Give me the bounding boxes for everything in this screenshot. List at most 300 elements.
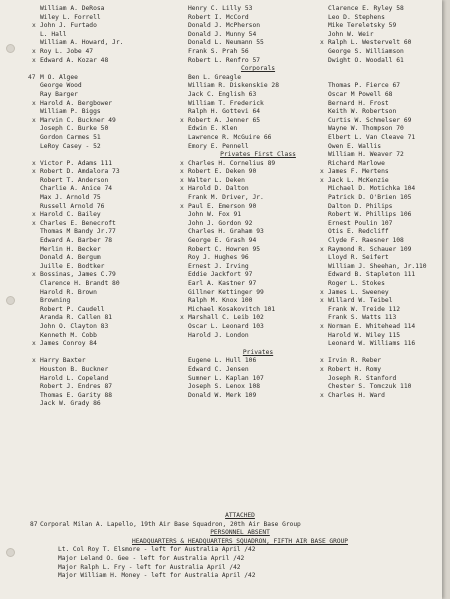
roster-column-left xyxy=(28,5,180,409)
roster-entry xyxy=(188,237,328,246)
member-name: James Conroy 84 xyxy=(40,340,97,348)
rank-heading xyxy=(188,65,328,74)
roster-entry xyxy=(180,202,328,212)
roster-entry xyxy=(188,57,328,66)
roster-entry xyxy=(188,14,328,23)
member-name: William P. Biggs xyxy=(40,108,101,116)
attached-and-absent-section xyxy=(30,512,440,581)
member-name: George Wood xyxy=(40,82,82,90)
member-name: Wayne W. Thompson 70 xyxy=(328,125,404,133)
absent-entry: Major Leland O. Gee - left for Australia April /42 xyxy=(58,554,245,562)
member-name: Roy L. Jobe 47 xyxy=(40,47,94,55)
roster-entry xyxy=(188,323,328,332)
roster-entry xyxy=(320,176,440,186)
roster-entry xyxy=(180,314,328,323)
roster-entry xyxy=(188,271,328,280)
member-name: Robert W. Phillips 106 xyxy=(328,211,412,219)
member-name: William A. Howard, Jr. xyxy=(40,39,124,47)
roster-entry xyxy=(188,289,328,298)
member-name: Lawrence R. McGuire 66 xyxy=(188,133,272,141)
personnel-absent-heading: PERSONNEL ABSENT xyxy=(210,529,270,537)
member-name: Robert L. Renfro 57 xyxy=(188,56,261,64)
member-name: Ralph L. Westervelt 60 xyxy=(328,39,412,47)
roster-entry xyxy=(188,392,328,401)
roster-entry xyxy=(328,280,440,289)
member-name: Eddie Jackfort 97 xyxy=(188,271,253,279)
roster-entry xyxy=(328,220,440,229)
margin-mark: x xyxy=(32,47,36,55)
roster-entry xyxy=(320,365,440,375)
attached-entry-text: Corporal Milan A. Lapello, 19th Air Base Squadron, 20th Air Base Group xyxy=(40,520,301,528)
member-name: Max J. Arnold 75 xyxy=(40,194,101,202)
roster-entry xyxy=(320,391,440,401)
roster-entry xyxy=(188,254,328,263)
roster-entry xyxy=(188,74,328,83)
member-name: Lloyd R. Seifert xyxy=(328,254,389,262)
member-name: Dalton D. Philips xyxy=(328,202,393,210)
roster-entry xyxy=(328,57,440,66)
member-name: Robert E. Deken 90 xyxy=(188,168,257,176)
roster-entry xyxy=(32,116,180,126)
roster-entry xyxy=(328,228,440,237)
binder-hole xyxy=(6,44,15,53)
member-name: Sumner L. Kaplan 107 xyxy=(188,374,264,382)
member-name: Gordon Carmes 51 xyxy=(40,133,101,141)
member-name: Michael D. Motichka 104 xyxy=(328,185,416,193)
member-name: Elbert L. Van Cleave 71 xyxy=(328,133,416,141)
roster-entry xyxy=(328,5,440,14)
roster-entry xyxy=(188,48,328,57)
rank-heading-text: Privates xyxy=(242,348,274,356)
member-name: James L. Sweeney xyxy=(328,288,389,296)
margin-mark: x xyxy=(180,168,184,176)
roster-column-middle xyxy=(180,5,328,400)
roster-entry xyxy=(328,82,440,91)
member-name: Clarence E. Ryley 58 xyxy=(328,5,404,12)
member-name: Patrick D. O'Brien 105 xyxy=(328,194,412,202)
roster-entry xyxy=(40,151,180,160)
roster-entry xyxy=(40,14,180,23)
roster-entry xyxy=(328,271,440,280)
member-name: Bernard H. Frost xyxy=(328,99,389,107)
roster-entry xyxy=(328,314,440,323)
roster-entry xyxy=(180,185,328,194)
member-name: Otis E. Redcliff xyxy=(328,228,389,236)
roster-entry xyxy=(188,297,328,306)
roster-entry xyxy=(40,143,180,152)
member-name: Earl A. Kastner 97 xyxy=(188,280,257,287)
margin-mark: x xyxy=(32,159,36,167)
member-name: Michael Kosakovitch 101 xyxy=(188,305,276,313)
margin-mark: x xyxy=(320,288,324,296)
member-name: Roger L. Stokes xyxy=(328,280,385,287)
member-name: Edward C. Jensen xyxy=(188,365,249,373)
rank-heading xyxy=(188,151,328,160)
roster-entry xyxy=(328,340,440,349)
member-name: Donald L. Neumann 55 xyxy=(188,39,264,47)
roster-entry xyxy=(40,125,180,134)
roster-entry xyxy=(188,357,328,366)
roster-entry xyxy=(40,332,180,341)
handwritten-number: 87 xyxy=(30,520,38,528)
member-name: Joseph R. Stanford xyxy=(328,374,397,382)
roster-entry xyxy=(328,306,440,315)
margin-mark: x xyxy=(32,168,36,176)
member-name: Ernest Poulin 107 xyxy=(328,219,393,227)
roster-entry xyxy=(40,65,180,74)
member-name: Robert P. Caudell xyxy=(40,305,105,313)
roster-entry xyxy=(32,159,180,169)
roster-entry xyxy=(188,375,328,384)
binder-holes xyxy=(6,0,14,599)
member-name: Clarence H. Brandt 80 xyxy=(40,280,120,287)
member-name: Charlie A. Anice 74 xyxy=(40,185,113,193)
member-name: Russell Arnold 76 xyxy=(40,202,105,210)
roster-entry xyxy=(188,306,328,315)
margin-mark: x xyxy=(32,219,36,227)
member-name: Robert J. Endres 87 xyxy=(40,383,113,391)
member-name: Donald A. Bergum xyxy=(40,254,101,262)
roster-entry xyxy=(40,31,180,40)
member-name: Eugene L. Hull 106 xyxy=(188,357,257,365)
roster-entry xyxy=(328,211,440,220)
member-name: Charles H. Graham 93 xyxy=(188,228,264,236)
member-name: Richard Marlowe xyxy=(328,159,385,167)
member-name: Harold J. London xyxy=(188,331,249,339)
roster-entry xyxy=(180,176,328,186)
roster-entry xyxy=(28,73,180,83)
member-name: Harold C. Bailey xyxy=(40,211,101,219)
member-name: Marvin C. Buckner 49 xyxy=(40,116,116,124)
roster-entry xyxy=(328,203,440,212)
roster-entry xyxy=(320,357,440,366)
member-name: Henry C. Lilly 53 xyxy=(188,5,253,12)
margin-mark: x xyxy=(32,99,36,107)
member-name: Gillner Kettinger 99 xyxy=(188,288,264,296)
roster-entry xyxy=(188,263,328,272)
roster-entry xyxy=(40,383,180,392)
roster-entry xyxy=(40,314,180,323)
member-name: Harry Baxter xyxy=(40,357,86,365)
member-name: LeRoy Casey - 52 xyxy=(40,142,101,150)
margin-mark: x xyxy=(32,22,36,30)
roster-entry xyxy=(40,366,180,375)
member-name: Charles E. Benecroft xyxy=(40,219,116,227)
roster-entry xyxy=(188,39,328,48)
roster-entry xyxy=(40,280,180,289)
member-name: Leonard W. Williams 116 xyxy=(328,340,416,348)
member-name: Mike Tereletsky 59 xyxy=(328,22,397,30)
member-name: Raymond R. Schauer 109 xyxy=(328,245,412,253)
absent-entry: Major William H. Money - left for Australia April /42 xyxy=(58,572,256,580)
member-name: Thomas P. Fierce 67 xyxy=(328,82,401,90)
roster-entry xyxy=(32,168,180,177)
member-name: Willard W. Teibel xyxy=(328,297,393,305)
member-name: John W. Fox 91 xyxy=(188,211,242,219)
roster-entry xyxy=(40,134,180,143)
margin-mark: x xyxy=(320,322,324,330)
margin-mark: x xyxy=(320,357,324,365)
member-name: Harold L. Copeland xyxy=(40,374,109,382)
margin-mark: x xyxy=(180,185,184,193)
member-name: Harold W. Wiley 115 xyxy=(328,331,401,339)
member-name: Harold D. Dalton xyxy=(188,185,249,193)
member-name: Marshall C. Leib 102 xyxy=(188,314,264,322)
roster-entry xyxy=(40,39,180,48)
roster-entry xyxy=(188,340,328,349)
member-name: Clyde F. Raesner 108 xyxy=(328,237,404,245)
member-name: Robert D. Amdalora 73 xyxy=(40,168,120,176)
roster-entry xyxy=(328,383,440,392)
roster-entry xyxy=(188,220,328,229)
roster-entry xyxy=(320,288,440,298)
roster-entry xyxy=(40,289,180,298)
member-name: Edward B. Stapleton 111 xyxy=(328,271,416,279)
member-name: Browning xyxy=(40,297,71,305)
member-name: Irvin R. Reber xyxy=(328,357,382,365)
roster-entry xyxy=(188,5,328,14)
member-name: Frank W. Treide 112 xyxy=(328,305,401,313)
roster-entry xyxy=(188,31,328,40)
member-name: Dwight O. Woodall 61 xyxy=(328,56,404,64)
roster-entry xyxy=(188,246,328,255)
member-name: Robert C. Howren 95 xyxy=(188,245,261,253)
roster-entry xyxy=(32,99,180,109)
roster-entry xyxy=(188,100,328,109)
roster-entry xyxy=(40,392,180,401)
margin-mark: x xyxy=(180,116,184,124)
member-name: Ben L. Greagle xyxy=(188,73,242,81)
member-name: Jack L. McKenzie xyxy=(328,176,389,184)
member-name: Ernest J. Irving xyxy=(188,262,249,270)
roster-entry xyxy=(40,203,180,212)
roster-entry xyxy=(40,400,180,409)
roster-entry xyxy=(328,14,440,23)
roster-entry xyxy=(40,306,180,315)
roster-entry xyxy=(188,366,328,375)
roster-entry xyxy=(328,143,440,152)
roster-entry xyxy=(188,143,328,152)
member-name: Curtis W. Schmelser 69 xyxy=(328,116,412,124)
roster-entry xyxy=(40,323,180,332)
member-name: Houston B. Buckner xyxy=(40,365,109,373)
roster-entry xyxy=(40,349,180,358)
absent-entry: Lt. Col Roy T. Elsmore - left for Australia April /42 xyxy=(58,546,256,554)
member-name: Robert T. Anderson xyxy=(40,176,109,184)
roster-entry xyxy=(328,91,440,100)
roster-entry xyxy=(188,228,328,237)
margin-mark: x xyxy=(320,365,324,373)
margin-mark: x xyxy=(180,202,184,210)
roster-entry xyxy=(180,168,328,177)
member-name: Harold A. Bergbower xyxy=(40,99,113,107)
roster-entry xyxy=(40,237,180,246)
member-name: Victor P. Adams 111 xyxy=(40,159,113,167)
member-name: Robert I. McCord xyxy=(188,13,249,21)
member-name: Merlin H. Becker xyxy=(40,245,101,253)
roster-entry xyxy=(40,375,180,384)
member-name: John W. Weir xyxy=(328,30,374,38)
roster-entry xyxy=(40,82,180,91)
roster-entry xyxy=(188,125,328,134)
roster-entry xyxy=(328,125,440,134)
margin-mark: x xyxy=(32,271,36,279)
roster-entry xyxy=(328,31,440,40)
roster-entry xyxy=(32,56,180,66)
roster-entry xyxy=(180,159,328,169)
roster-entry xyxy=(40,297,180,306)
margin-mark: x xyxy=(32,56,36,64)
roster-entry xyxy=(188,194,328,203)
member-name: Ray Barger xyxy=(40,90,78,98)
roster-entry xyxy=(320,245,440,255)
member-name: Jack C. English 63 xyxy=(188,90,257,98)
member-name: L. Hall xyxy=(40,30,67,38)
member-name: Donald J. McPherson xyxy=(188,22,261,30)
roster-entry xyxy=(32,271,180,280)
member-name: Robert H. Romy xyxy=(328,365,382,373)
member-name: Jack W. Grady 86 xyxy=(40,400,101,408)
margin-mark: x xyxy=(320,168,324,176)
member-name: John J. Gordon 92 xyxy=(188,219,253,227)
margin-mark: x xyxy=(32,211,36,219)
roster-column-right xyxy=(320,5,440,400)
member-name: William J. Sheehan, Jr.110 xyxy=(328,262,427,270)
member-name: Donald J. Munny 54 xyxy=(188,30,257,38)
member-name: Thomas M Bandy Jr.77 xyxy=(40,228,116,236)
roster-entry xyxy=(320,322,440,332)
roster-entry xyxy=(328,254,440,263)
roster-entry xyxy=(320,39,440,48)
roster-entry xyxy=(320,168,440,177)
member-name: Aranda R. Callen 81 xyxy=(40,314,113,322)
margin-mark: x xyxy=(180,314,184,322)
member-name: Kenneth M. Cobb xyxy=(40,331,97,339)
binder-hole xyxy=(6,548,15,557)
member-name: James F. Mertens xyxy=(328,168,389,176)
margin-mark: x xyxy=(320,39,324,47)
member-name: Norman E. Whitehead 114 xyxy=(328,322,416,330)
roster-entry xyxy=(188,134,328,143)
member-name: Donald W. Merk 109 xyxy=(188,391,257,399)
binder-hole xyxy=(6,296,15,305)
roster-entry xyxy=(328,117,440,126)
roster-entry xyxy=(32,22,180,31)
roster-entry xyxy=(32,340,180,349)
margin-mark: x xyxy=(32,357,36,365)
margin-mark: x xyxy=(320,391,324,399)
roster-entry xyxy=(328,237,440,246)
member-name: Oscar M Powell 68 xyxy=(328,90,393,98)
roster-entry xyxy=(328,48,440,57)
roster-entry xyxy=(40,254,180,263)
roster-entry xyxy=(328,22,440,31)
roster-entry xyxy=(188,91,328,100)
member-name: Bossinas, James C.79 xyxy=(40,271,116,279)
member-name: Chester S. Tomczuk 110 xyxy=(328,383,412,391)
member-name: Charles H. Cornelius 89 xyxy=(188,159,276,167)
member-name: Paul E. Emerson 90 xyxy=(188,202,257,210)
member-name: Thomas E. Garity 88 xyxy=(40,391,113,399)
hq-squadron-heading: HEADQUARTERS & HEADQUARTERS SQUADRON, FIFTH AIR BASE GROUP xyxy=(131,537,349,545)
rank-heading-text: Corporals xyxy=(240,65,276,73)
roster-entry xyxy=(40,228,180,237)
roster-entry xyxy=(40,177,180,186)
rank-heading-text: Privates First Class xyxy=(220,151,296,159)
roster-entry xyxy=(188,82,328,91)
roster-entry xyxy=(40,5,180,14)
member-name: John O. Clayton 83 xyxy=(40,322,109,330)
member-name: John J. Furtado xyxy=(40,22,97,30)
roster-entry xyxy=(328,263,440,272)
member-name: Frank M. Driver, Jr. xyxy=(188,194,264,202)
member-name: Leo D. Stephens xyxy=(328,13,385,21)
roster-entry xyxy=(328,349,440,358)
roster-entry xyxy=(40,194,180,203)
roster-entry xyxy=(328,151,440,160)
member-name: Frank S. Prah 56 xyxy=(188,47,249,55)
roster-entry xyxy=(32,357,180,366)
roster-entry xyxy=(328,100,440,109)
roster-entry xyxy=(32,219,180,229)
margin-mark: 47 xyxy=(28,73,36,81)
member-name: William R. Diskenskie 28 xyxy=(188,82,279,90)
margin-mark: x xyxy=(320,245,324,253)
member-name: Charles H. Ward xyxy=(328,391,385,399)
roster-entry xyxy=(328,194,440,203)
attached-entry xyxy=(30,520,440,530)
roster-entry xyxy=(180,116,328,126)
roster-entry xyxy=(320,297,440,306)
margin-mark: x xyxy=(180,159,184,167)
roster-entry xyxy=(328,185,440,194)
roster-entry xyxy=(32,211,180,220)
roster-entry xyxy=(188,108,328,117)
absent-entry: Major Ralph L. Fry - left for Australia April /42 xyxy=(58,563,241,571)
margin-mark: x xyxy=(320,176,324,184)
member-name: Edward A. Kozar 48 xyxy=(40,56,109,64)
roster-entry xyxy=(188,332,328,341)
member-name: George E. Grash 94 xyxy=(188,237,257,245)
member-name: Frank S. Watts 113 xyxy=(328,314,397,322)
member-name: Robert A. Jenner 65 xyxy=(188,116,261,124)
roster-entry xyxy=(40,91,180,100)
member-name: Edward A. Barber 78 xyxy=(40,237,113,245)
member-name: Walter L. Deken xyxy=(188,176,245,184)
member-name: Keith W. Robertson xyxy=(328,108,397,116)
member-name: M O. Algee xyxy=(40,73,78,81)
roster-entry xyxy=(40,263,180,272)
member-name: Juille E. Bodtker xyxy=(40,262,105,270)
attached-heading: ATTACHED xyxy=(225,512,255,519)
roster-entry xyxy=(188,22,328,31)
roster-entry xyxy=(188,383,328,392)
member-name: Oscar L. Leonard 103 xyxy=(188,322,264,330)
roster-entry xyxy=(328,108,440,117)
roster-entry xyxy=(32,47,180,57)
member-name: Roy J. Hughes 96 xyxy=(188,254,249,262)
roster-entry xyxy=(328,134,440,143)
rank-heading xyxy=(188,349,328,358)
roster-entry xyxy=(40,246,180,255)
roster-entry xyxy=(328,332,440,341)
roster-entry xyxy=(40,108,180,117)
member-name: George S. Williamson xyxy=(328,47,404,55)
member-name: Wiley L. Forrell xyxy=(40,13,101,21)
margin-mark: x xyxy=(180,176,184,184)
roster-entry xyxy=(328,160,440,169)
roster-entry xyxy=(328,74,440,83)
